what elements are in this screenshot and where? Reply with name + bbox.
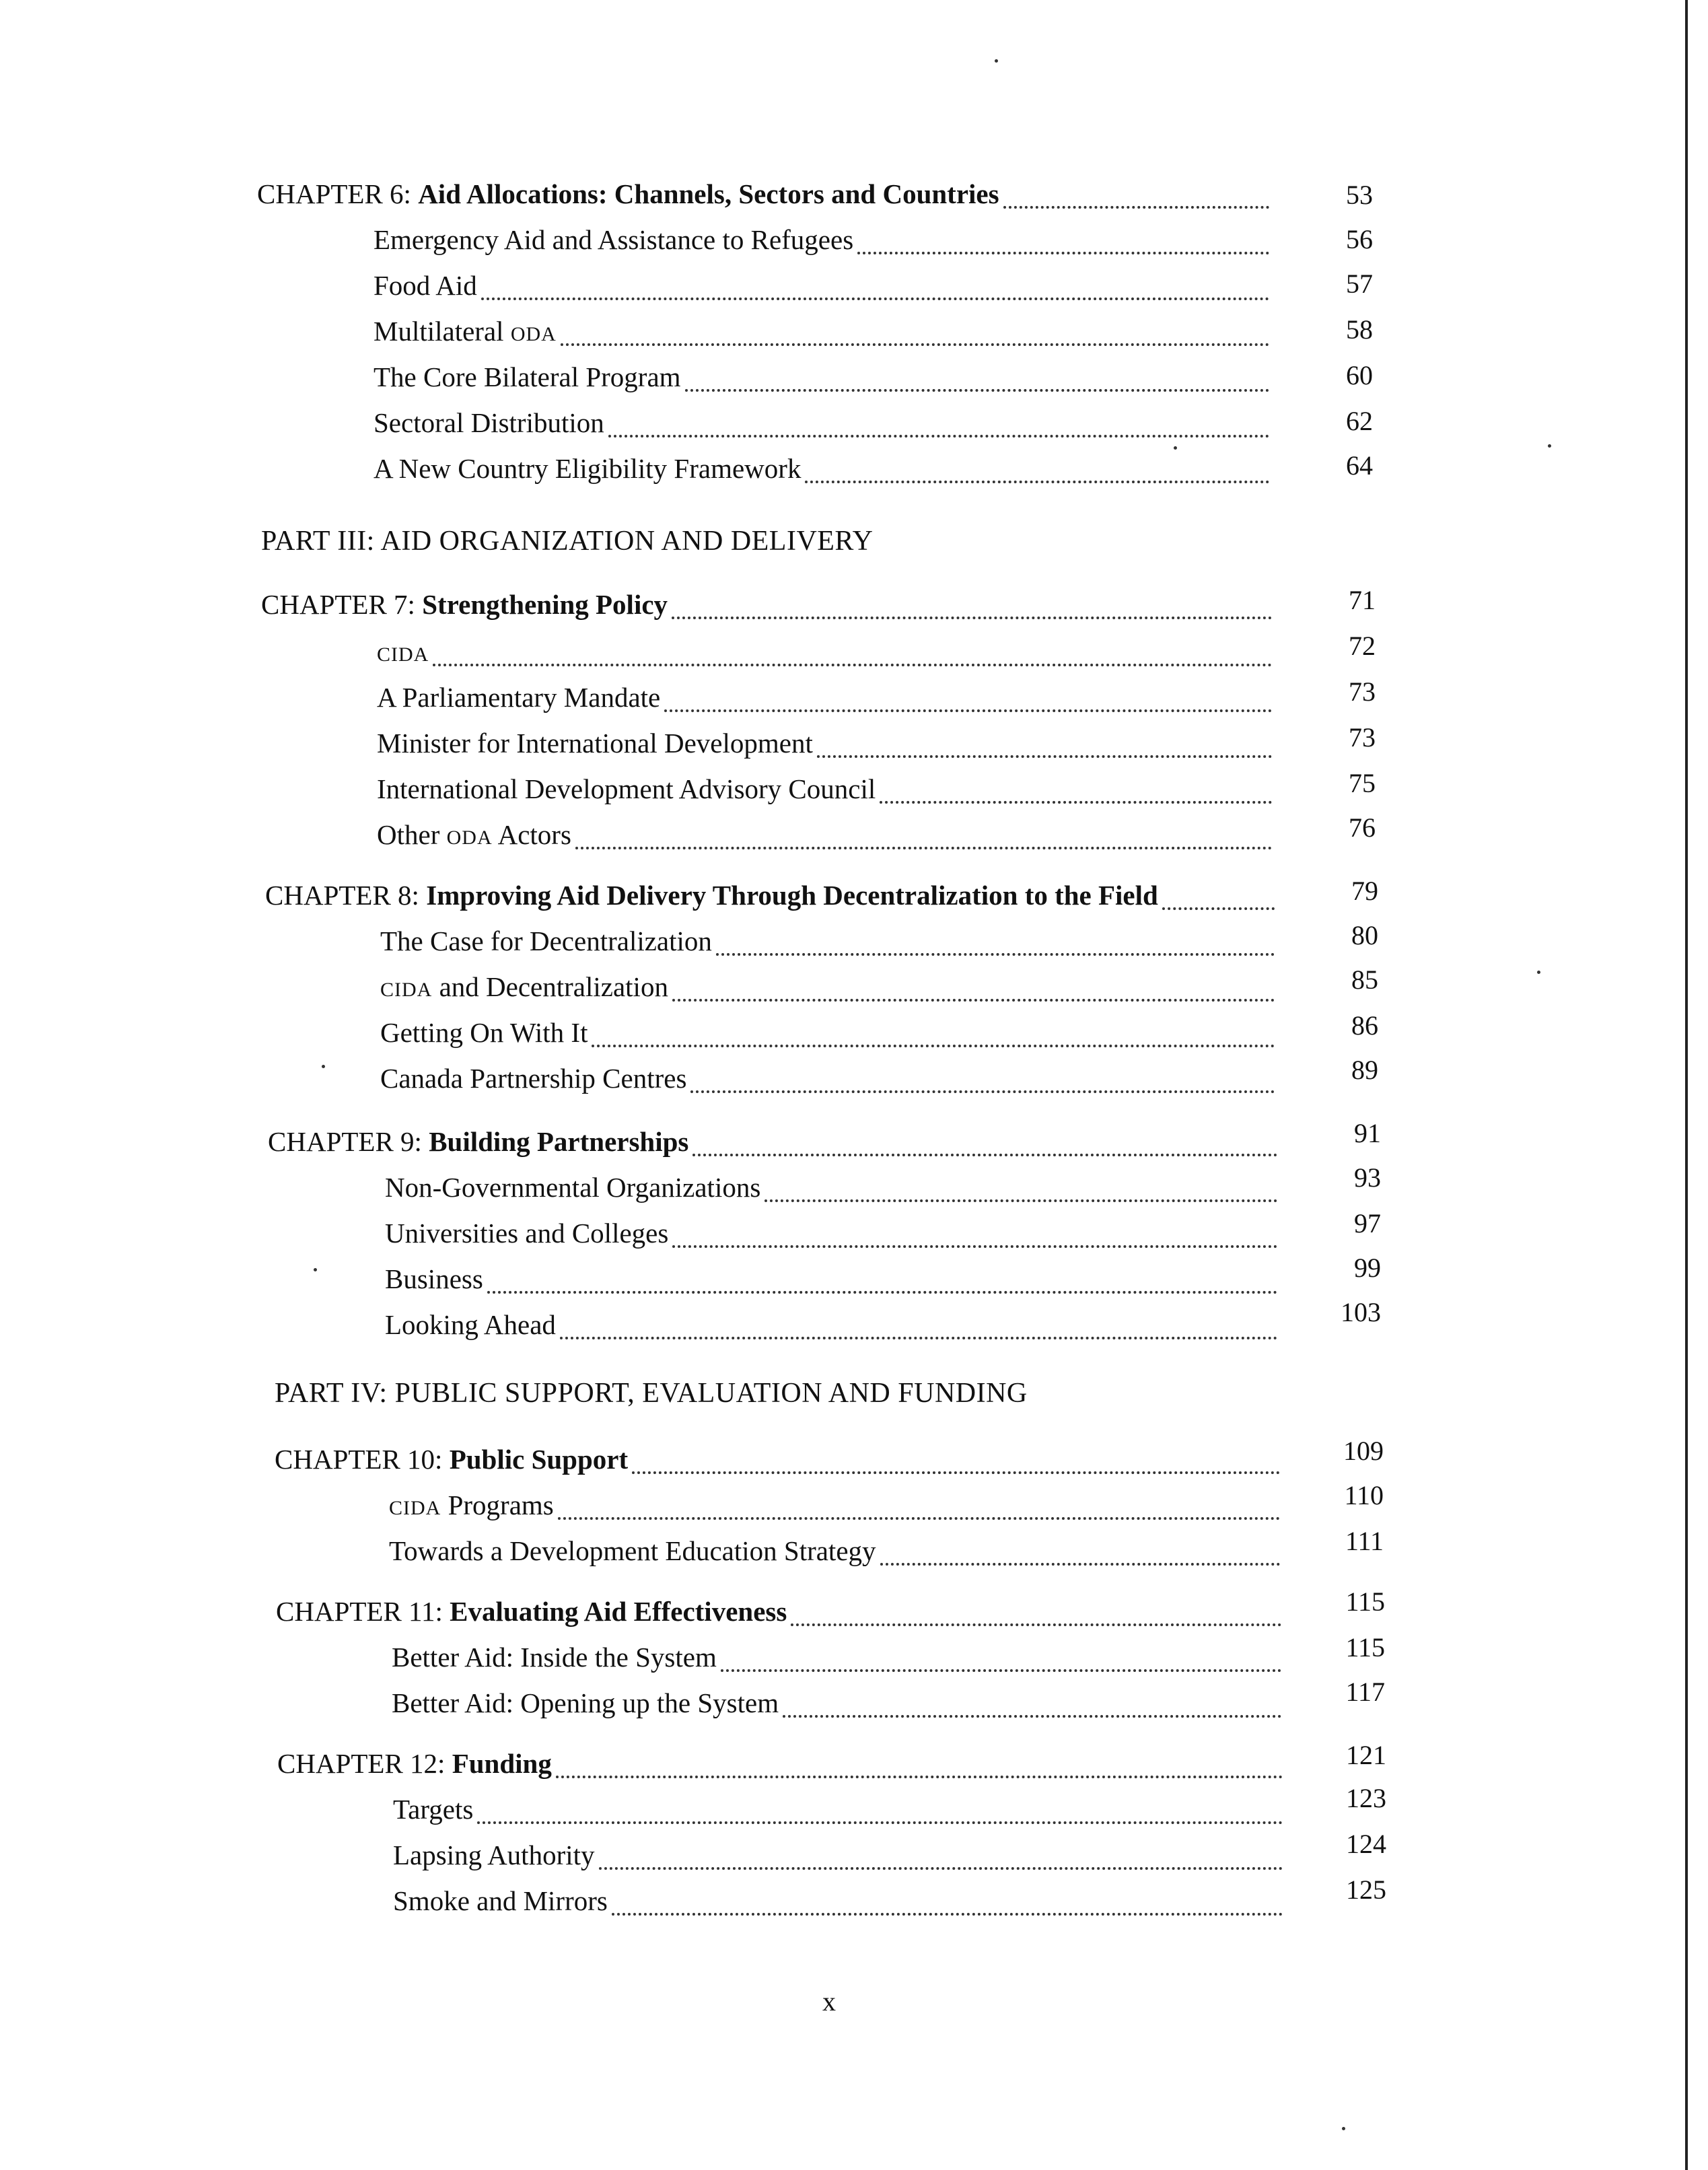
- toc-chapter-6[interactable]: [257, 178, 1273, 218]
- entry-title: Sectoral Distribution: [373, 407, 604, 438]
- toc-entry[interactable]: [380, 925, 1279, 965]
- page-number: 121: [1346, 1740, 1386, 1770]
- dot-leader: [558, 1498, 1280, 1520]
- chapter-title: CHAPTER 10: Public Support: [275, 1444, 629, 1475]
- entry-title: Food Aid: [373, 270, 477, 301]
- dot-leader: [477, 1803, 1283, 1824]
- entry-title: Towards a Development Education Strategy: [389, 1535, 876, 1566]
- page-number: 53: [1346, 180, 1373, 210]
- toc-entry[interactable]: [385, 1263, 1281, 1303]
- dot-leader: [672, 980, 1275, 1002]
- dot-leader: [685, 370, 1269, 392]
- page-number: 117: [1345, 1677, 1385, 1707]
- scan-speck: [1537, 971, 1540, 974]
- dot-leader: [857, 233, 1269, 254]
- page-number: 91: [1354, 1118, 1381, 1148]
- dot-leader: [791, 1605, 1281, 1626]
- scan-speck: [314, 1268, 317, 1271]
- dot-leader: [481, 279, 1269, 300]
- toc-entry[interactable]: [393, 1839, 1287, 1879]
- entry-title: Business: [385, 1263, 483, 1294]
- page-number: 115: [1345, 1632, 1385, 1663]
- toc-entry[interactable]: [377, 727, 1276, 767]
- dot-leader: [1162, 888, 1275, 910]
- entry-title: International Development Advisory Council: [377, 773, 876, 804]
- page-number: 85: [1351, 965, 1378, 995]
- page-footer-number: x: [822, 1986, 836, 2017]
- toc-entry[interactable]: [385, 1171, 1281, 1212]
- toc-chapter-10[interactable]: [275, 1443, 1284, 1483]
- toc-chapter-7[interactable]: [261, 588, 1276, 629]
- page-number: 72: [1349, 631, 1376, 661]
- dot-leader: [817, 736, 1272, 758]
- page-number: 56: [1346, 224, 1373, 254]
- dot-leader: [599, 1848, 1283, 1870]
- page-edge-rule: [1685, 0, 1688, 2170]
- part-heading: PART III: AID ORGANIZATION AND DELIVERY: [261, 526, 874, 557]
- dot-leader: [487, 1272, 1277, 1294]
- entry-title: A Parliamentary Mandate: [377, 682, 661, 713]
- part-heading: PART IV: PUBLIC SUPPORT, EVALUATION AND FUNDING: [275, 1378, 1028, 1409]
- toc-entry[interactable]: [392, 1641, 1285, 1681]
- scan-speck: [322, 1065, 325, 1068]
- page-number: 86: [1351, 1010, 1378, 1041]
- page-number: 123: [1346, 1783, 1386, 1813]
- page-number: 71: [1349, 585, 1376, 615]
- dot-leader: [880, 1544, 1280, 1566]
- entry-title: The Case for Decentralization: [380, 925, 712, 956]
- toc-entry[interactable]: [377, 635, 1276, 676]
- page-number: 57: [1346, 269, 1373, 299]
- page-number: 110: [1344, 1480, 1384, 1510]
- chapter-title: CHAPTER 11: Evaluating Aid Effectiveness: [276, 1596, 787, 1627]
- dot-leader: [716, 934, 1275, 956]
- toc-chapter-11[interactable]: [276, 1595, 1285, 1636]
- toc-entry[interactable]: [392, 1687, 1285, 1727]
- page-number: 64: [1346, 450, 1373, 481]
- entry-title: Better Aid: Opening up the System: [392, 1687, 779, 1718]
- toc-entry[interactable]: [385, 1217, 1281, 1257]
- dot-leader: [880, 782, 1272, 804]
- entry-title: The Core Bilateral Program: [373, 361, 681, 392]
- dot-leader: [632, 1452, 1280, 1474]
- page-number: 103: [1341, 1297, 1381, 1327]
- dot-leader: [592, 1026, 1275, 1047]
- dot-leader: [433, 645, 1272, 666]
- dot-leader: [692, 1135, 1277, 1156]
- dot-leader: [721, 1650, 1281, 1672]
- dot-leader: [556, 1757, 1283, 1778]
- entry-title: Multilateral ODA: [373, 316, 557, 347]
- dot-leader: [805, 462, 1269, 483]
- toc-entry[interactable]: [373, 452, 1273, 493]
- page-number: 73: [1349, 676, 1376, 707]
- entry-title: CIDA: [377, 643, 429, 666]
- entry-title: Canada Partnership Centres: [380, 1063, 687, 1094]
- toc-entry[interactable]: [377, 773, 1276, 813]
- toc-chapter-12[interactable]: [277, 1747, 1287, 1788]
- page-number: 125: [1346, 1875, 1386, 1905]
- entry-title: Minister for International Development: [377, 728, 813, 759]
- toc-entry[interactable]: [393, 1793, 1287, 1833]
- page-number: 93: [1354, 1162, 1381, 1193]
- page-number: 80: [1351, 920, 1378, 950]
- page-number: 79: [1351, 876, 1378, 906]
- toc-chapter-8[interactable]: [265, 879, 1279, 919]
- chapter-title: CHAPTER 12: Funding: [277, 1748, 552, 1779]
- dot-leader: [612, 1894, 1283, 1916]
- entry-title: Other ODA Actors: [377, 819, 571, 850]
- entry-title: A New Country Eligibility Framework: [373, 453, 802, 484]
- entry-title: Looking Ahead: [385, 1309, 556, 1340]
- entry-title: Smoke and Mirrors: [393, 1885, 608, 1916]
- dot-leader: [672, 598, 1272, 619]
- entry-title: Non-Governmental Organizations: [385, 1172, 761, 1203]
- toc-entry[interactable]: [373, 269, 1273, 310]
- scan-speck: [1548, 444, 1551, 448]
- toc-entry[interactable]: [389, 1535, 1284, 1575]
- scan-speck: [1174, 446, 1177, 450]
- toc-entry[interactable]: [393, 1885, 1287, 1925]
- entry-title: Targets: [393, 1794, 474, 1825]
- page-number: 115: [1345, 1586, 1385, 1617]
- dot-leader: [608, 416, 1269, 438]
- dot-leader: [560, 1318, 1277, 1339]
- page-number: 73: [1349, 722, 1376, 753]
- toc-entry[interactable]: [380, 971, 1279, 1011]
- dot-leader: [561, 324, 1269, 346]
- page-number: 58: [1346, 314, 1373, 345]
- dot-leader: [664, 691, 1272, 712]
- page-number: 62: [1346, 406, 1373, 436]
- toc-chapter-9[interactable]: [268, 1125, 1281, 1166]
- entry-title: Universities and Colleges: [385, 1218, 669, 1249]
- toc-entry[interactable]: [380, 1016, 1279, 1057]
- page-number: 99: [1354, 1253, 1381, 1283]
- toc-entry[interactable]: [373, 223, 1273, 264]
- dot-leader: [783, 1696, 1281, 1718]
- toc-entry[interactable]: [389, 1489, 1284, 1529]
- toc-entry[interactable]: [377, 818, 1276, 859]
- page-number: 75: [1349, 768, 1376, 798]
- dot-leader: [575, 828, 1272, 849]
- page-number: 60: [1346, 360, 1373, 390]
- toc-entry[interactable]: [373, 361, 1273, 401]
- dot-leader: [690, 1072, 1275, 1093]
- page-number: 109: [1343, 1436, 1384, 1466]
- entry-title: Getting On With It: [380, 1017, 588, 1048]
- toc-entry[interactable]: [385, 1308, 1281, 1349]
- dot-leader: [1003, 187, 1269, 209]
- toc-entry[interactable]: [373, 315, 1273, 355]
- chapter-title: CHAPTER 7: Strengthening Policy: [261, 589, 668, 620]
- page-number: 76: [1349, 812, 1376, 843]
- chapter-title: CHAPTER 8: Improving Aid Delivery Through Decentralization to the Field: [265, 880, 1158, 911]
- toc-entry[interactable]: [373, 407, 1273, 447]
- dot-leader: [764, 1181, 1277, 1202]
- page-number: 89: [1351, 1055, 1378, 1085]
- entry-title: Better Aid: Inside the System: [392, 1642, 717, 1673]
- page-number: 97: [1354, 1208, 1381, 1238]
- page-number: 111: [1345, 1526, 1384, 1556]
- page-number: 124: [1346, 1829, 1386, 1859]
- entry-title: CIDA Programs: [389, 1490, 554, 1520]
- scan-speck: [995, 59, 998, 63]
- entry-title: CIDA and Decentralization: [380, 971, 668, 1002]
- chapter-title: CHAPTER 6: Aid Allocations: Channels, Sectors and Countries: [257, 178, 999, 209]
- scan-speck: [1342, 2127, 1345, 2130]
- entry-title: Lapsing Authority: [393, 1840, 595, 1870]
- toc-entry[interactable]: [380, 1062, 1279, 1102]
- dot-leader: [672, 1226, 1277, 1248]
- entry-title: Emergency Aid and Assistance to Refugees: [373, 224, 854, 255]
- toc-entry[interactable]: [377, 681, 1276, 722]
- chapter-title: CHAPTER 9: Building Partnerships: [268, 1126, 689, 1157]
